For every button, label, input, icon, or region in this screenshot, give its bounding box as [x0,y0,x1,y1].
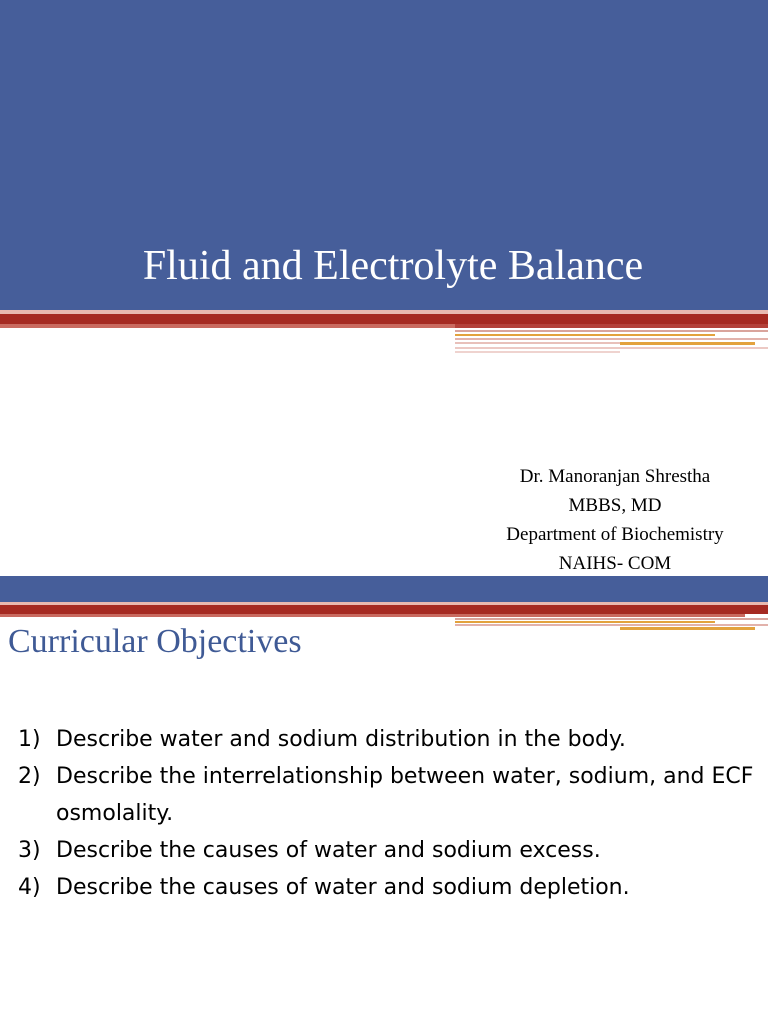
author-degree: MBBS, MD [568,495,662,516]
author-name: Dr. Manoranjan Shrestha [519,466,711,487]
list-text: Describe the causes of water and sodium excess. [56,838,601,863]
list-number: 1) [18,727,41,752]
list-number: 4) [18,875,41,900]
author-block [460,462,768,576]
slide-heading: Curricular Objectives [8,623,302,660]
author-department: Department of Biochemistry [506,524,724,545]
list-item [18,758,763,832]
list-item [18,721,763,758]
decorative-stripes [0,310,768,360]
list-text: Describe water and sodium distribution in the body. [56,727,626,752]
objectives-list [18,721,763,906]
list-text: Describe the causes of water and sodium depletion. [56,875,630,900]
list-item [18,869,763,906]
list-number: 2) [18,764,41,789]
slide-title: Fluid and Electrolyte Balance [142,243,644,289]
author-institution: NAIHS- COM [558,553,672,574]
objectives-slide [0,576,768,1024]
list-item [18,832,763,869]
top-band [0,576,768,602]
list-text: Describe the interrelationship between water, sodium, and ECF osmolality. [56,764,754,826]
list-number: 3) [18,838,41,863]
